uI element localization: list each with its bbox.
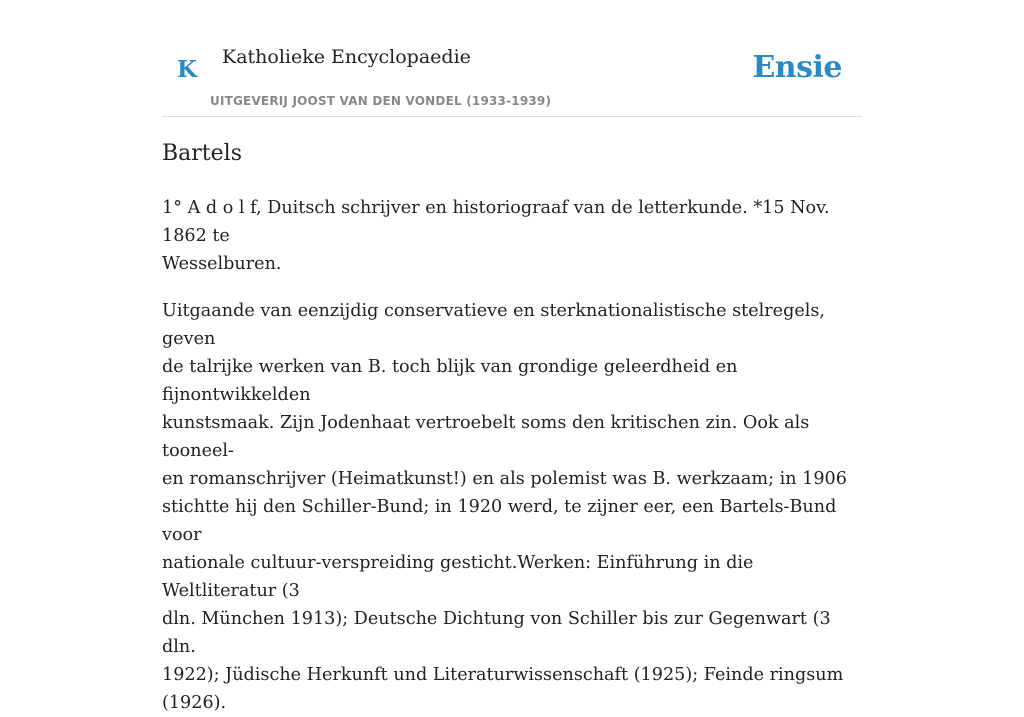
site-header xyxy=(162,0,862,117)
publisher-label: UITGEVERIJ JOOST VAN DEN VONDEL (1933-1939) xyxy=(210,94,552,108)
ensie-brand-logo[interactable]: Ensie xyxy=(752,50,842,85)
article-paragraph: 1° A d o l f, Duitsch schrijver en historiograaf van de letterkunde. *15 Nov. 1862 te Wesselburen. xyxy=(162,198,830,274)
article xyxy=(162,138,862,717)
article-paragraph: Uitgaande van eenzijdig conservatieve en sterknationalistische stelregels, geven de talrijke werken van B. toch blijk van grondige geleerdheid en fijnontwikkelden kunstsmaak. Zijn Jodenhaat vertroebelt soms den kritischen zin. Ook als tooneel- en romanschrijver (Heimatkunst!) en als polemist was B. werkzaam; in 1906 stichtte hij den Schiller-Bund; in 1920 werd, te zijner eer, een Bartels-Bund voor nationale cultuur-verspreiding gesticht.Werken: Einführung in die Weltliteratur (3 dln. München 1913); Deutsche Dichtung von Schiller bis zur Gegenwart (3 dln. 1922); Jüdische Herkunft und Literaturwissenschaft (1925); Feinde ringsum (1926). xyxy=(162,301,847,713)
book-title[interactable]: Katholieke Encyclopaedie xyxy=(222,46,471,68)
encyclopedia-logo[interactable]: K xyxy=(177,56,197,83)
article-title: Bartels xyxy=(162,141,242,166)
